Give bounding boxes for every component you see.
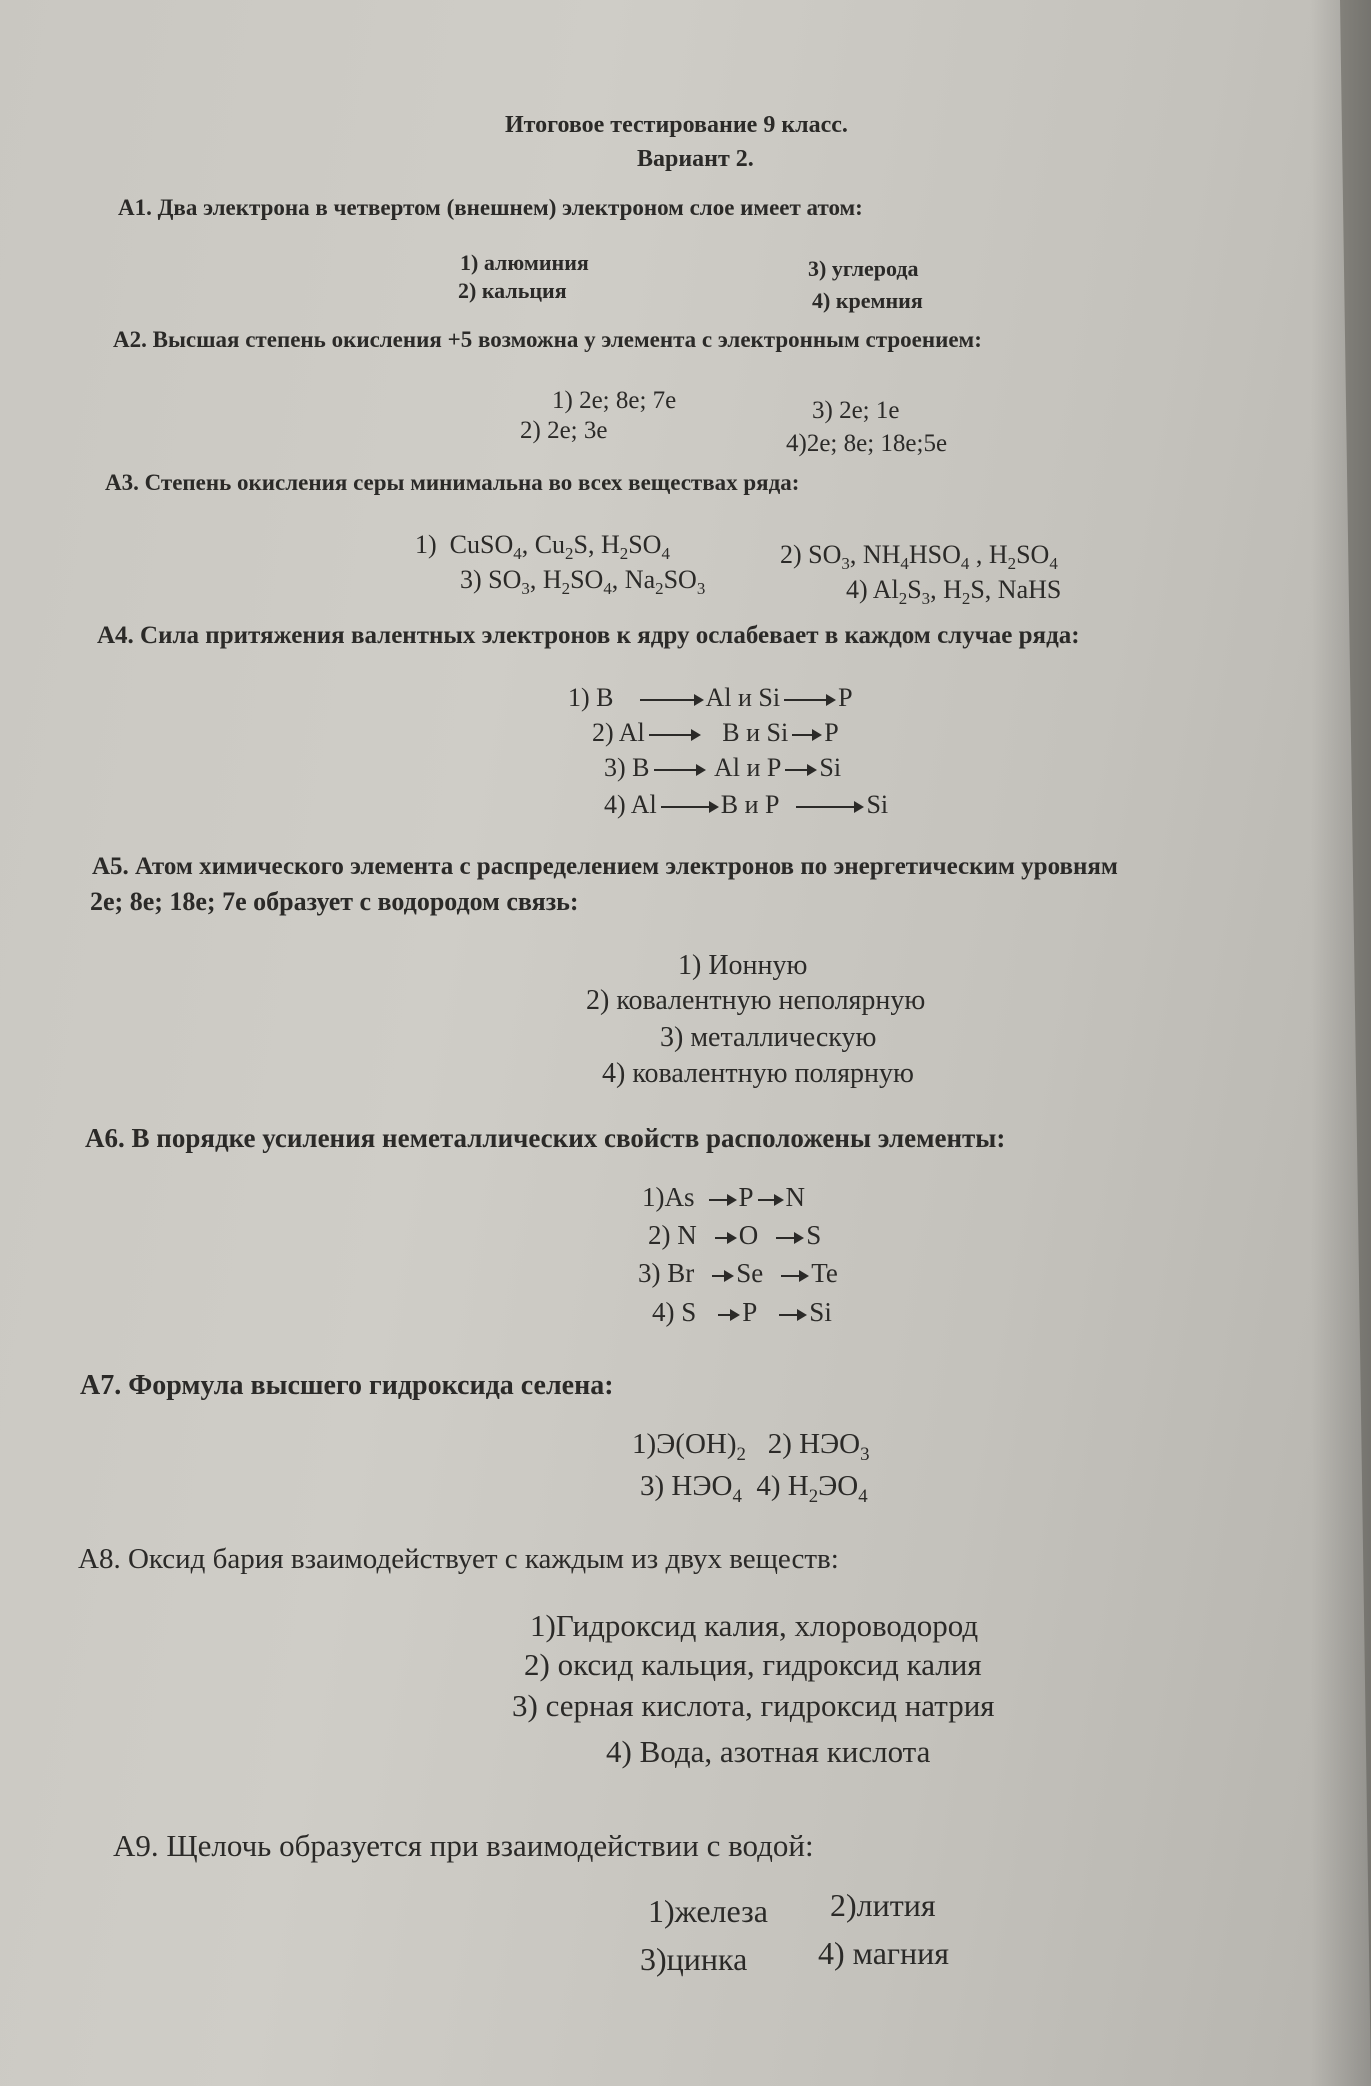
a6-option-3: 3) Br Se Te: [638, 1258, 838, 1288]
a9-option-3: 3)цинка: [640, 1941, 748, 1977]
a3-option-1: 1) CuSO$_4$, $Cu_2S$, $H_2SO_4$: [415, 530, 670, 564]
a3-option-2: 2) $SO_3$, $NH_4HSO_4$ , $H_2SO_4$: [780, 540, 1058, 574]
question-a4: А4. Сила притяжения валентных электронов к ядру ослабевает в каждом случае ряда:: [97, 622, 1080, 649]
a9-option-4: 4) магния: [818, 1935, 949, 1971]
arrow-icon: [640, 699, 702, 701]
question-a3: А3. Степень окисления серы минимальна во всех веществах ряда:: [105, 470, 800, 495]
a1-option-2: 2) кальция: [458, 278, 567, 303]
a5-option-1: 1) Ионную: [678, 950, 808, 981]
arrow-icon: [781, 1275, 807, 1277]
a8-option-3: 3) серная кислота, гидроксид натрия: [512, 1688, 995, 1723]
a7-option-3: 3) $HЭO_4$: [640, 1470, 742, 1507]
a6-option-4: 4) S P Si: [652, 1297, 832, 1327]
question-a8: А8. Оксид бария взаимодействует с каждым из двух веществ:: [78, 1543, 839, 1575]
arrow-icon: [784, 699, 834, 701]
variant-label: Вариант 2.: [637, 146, 754, 172]
a5-option-4: 4) ковалентную полярную: [602, 1058, 914, 1089]
arrow-icon: [649, 734, 699, 736]
arrow-icon: [758, 1199, 782, 1201]
a1-option-3: 3) углерода: [808, 256, 919, 281]
a7-option-4: 4) $H_2ЭO_4$: [756, 1470, 868, 1507]
question-a9: А9. Щелочь образуется при взаимодействии с водой:: [113, 1828, 814, 1863]
a5-option-3: 3) металлическую: [660, 1022, 877, 1053]
arrow-icon: [792, 734, 820, 736]
arrow-icon: [785, 769, 815, 771]
a9-option-2: 2)лития: [830, 1887, 936, 1923]
a8-option-1: 1)Гидроксид калия, хлороводород: [530, 1608, 979, 1643]
a8-option-2: 2) оксид кальция, гидроксид калия: [524, 1647, 982, 1682]
arrow-icon: [709, 1199, 735, 1201]
a5-option-2: 2) ковалентную неполярную: [586, 985, 926, 1016]
a4-option-3: 3) B Al и P Si: [604, 753, 842, 782]
a2-option-4: 4)2е; 8е; 18е;5е: [786, 430, 948, 457]
test-title: Итоговое тестирование 9 класс.: [505, 112, 848, 138]
a8-option-4: 4) Вода, азотная кислота: [606, 1734, 931, 1769]
question-a7: А7. Формула высшего гидроксида селена:: [80, 1370, 614, 1401]
a4-option-1: 1) B Al и Si P: [568, 683, 853, 712]
a7-option-2: 2) $HЭO_3$: [767, 1428, 870, 1465]
arrow-icon: [654, 769, 704, 771]
arrow-icon: [715, 1237, 735, 1239]
arrow-icon: [796, 806, 862, 808]
arrow-icon: [661, 806, 717, 808]
arrow-icon: [712, 1275, 732, 1277]
a3-option-4: 4) $Al_2S_3$, $H_2S$, NaHS: [846, 575, 1062, 609]
a2-option-1: 1) 2е; 8е; 7е: [552, 387, 677, 414]
question-a5-line-2: 2е; 8е; 18е; 7е образует с водородом связь:: [90, 887, 579, 916]
a7-options-row-2: [640, 1470, 868, 1508]
a1-option-1: 1) алюминия: [460, 250, 589, 275]
a3-option-3: 3) $SO_3$, $H_2SO_4$, $Na_2SO_3$: [460, 565, 706, 599]
arrow-icon: [718, 1314, 738, 1316]
a4-option-4: 4) Al B и P Si: [604, 790, 889, 819]
question-a2: А2. Высшая степень окисления +5 возможна у элемента с электронным строением:: [113, 327, 982, 352]
a6-option-2: 2) N O S: [648, 1220, 822, 1250]
a7-option-1: $1)Э(OH)_2$: [632, 1428, 746, 1465]
a9-option-1: 1)железа: [648, 1893, 768, 1929]
question-a6: А6. В порядке усиления неметаллических свойств расположены элементы:: [85, 1123, 1006, 1153]
a2-option-2: 2) 2е; 3е: [520, 417, 608, 444]
a6-option-1: 1)As P N: [642, 1182, 806, 1212]
a1-option-4: 4) кремния: [812, 288, 923, 313]
paper-edge-shadow: [1311, 0, 1371, 2086]
question-a5-line-1: А5. Атом химического элемента с распределением электронов по энергетическим уровням: [92, 853, 1118, 880]
arrow-icon: [776, 1237, 802, 1239]
question-a1: А1. Два электрона в четвертом (внешнем) электроном слое имеет атом:: [118, 195, 863, 220]
a4-option-2: 2) Al B и Si P: [592, 718, 839, 747]
a2-option-3: 3) 2е; 1е: [812, 397, 900, 424]
arrow-icon: [779, 1314, 805, 1316]
a7-options-row-1: [632, 1428, 870, 1466]
